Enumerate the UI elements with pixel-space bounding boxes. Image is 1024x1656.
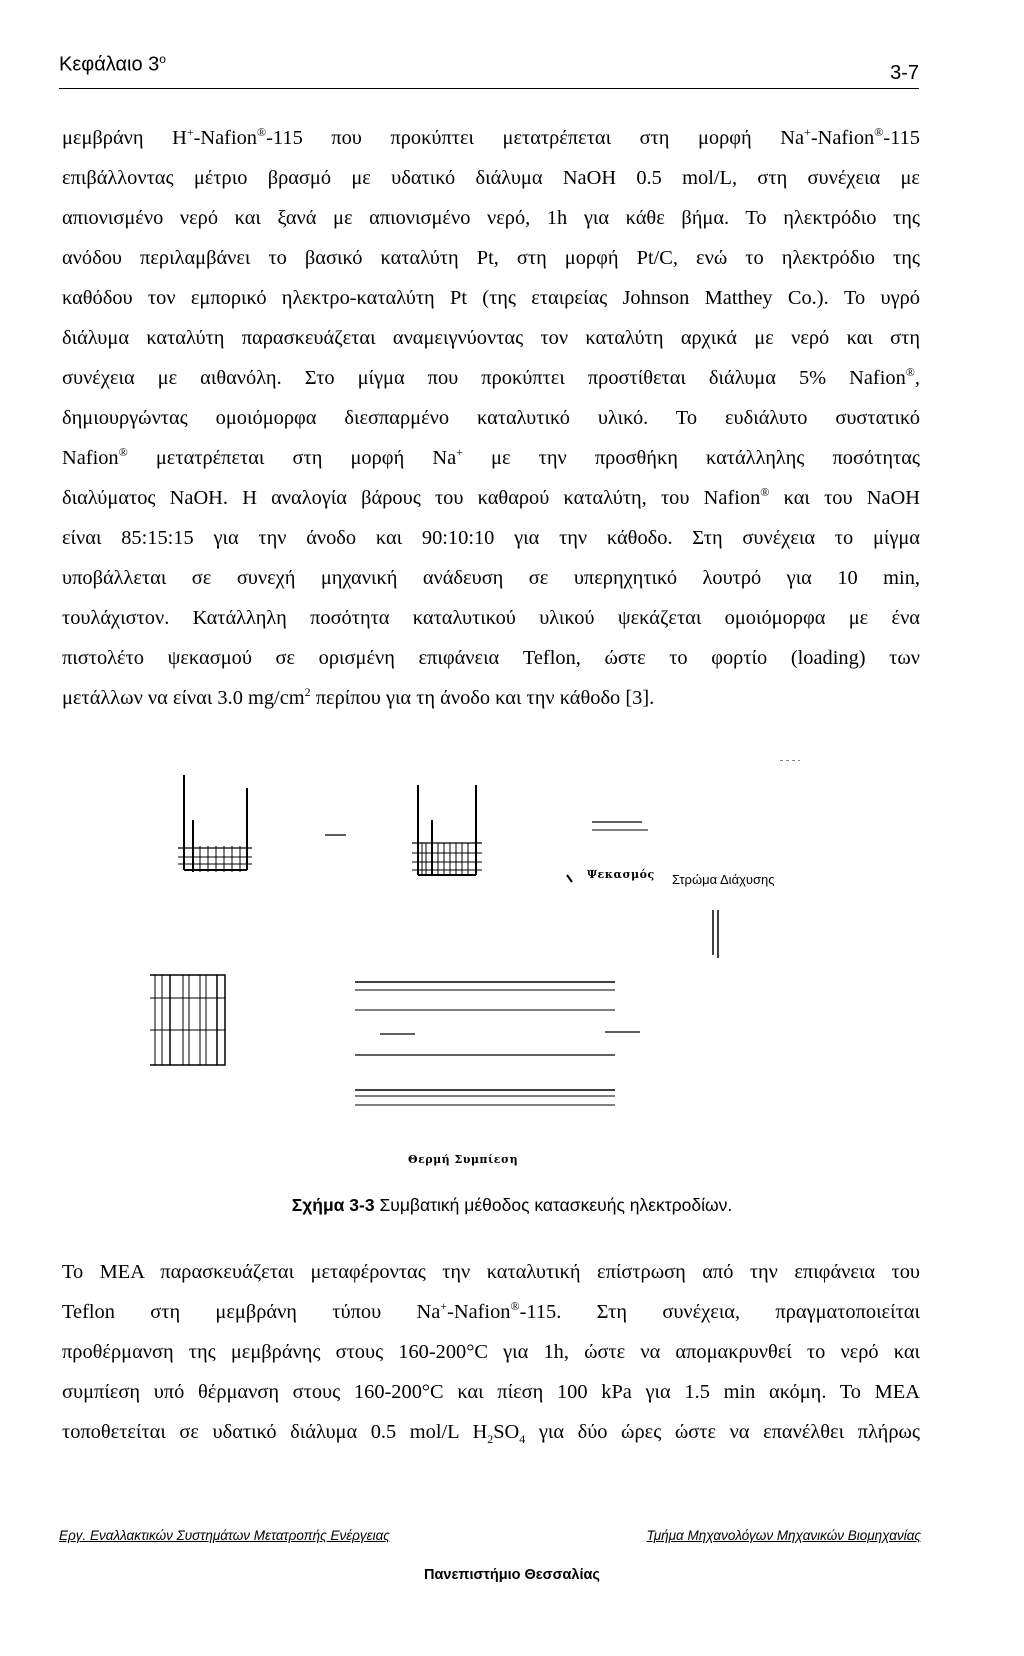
footer-university: Πανεπιστήμιο Θεσσαλίας bbox=[424, 1567, 600, 1583]
text-line: απιονισμένο νερό και ξανά με απιονισμένο νερό, 1h για κάθε βήμα. Το ηλεκτρόδιο της bbox=[62, 207, 920, 229]
paragraph-preparation bbox=[62, 118, 920, 718]
page-footer bbox=[59, 1528, 921, 1556]
text-line: πιστολέτο ψεκασμού σε ορισμένη επιφάνεια Teflon, ώστε το φορτίο (loading) των bbox=[62, 647, 920, 669]
page-number: 3-7 bbox=[890, 62, 919, 84]
text-line: διαλύματος NaOH. Η αναλογία βάρους του καθαρού καταλύτη, του Nafion® και του NaOH bbox=[62, 485, 921, 509]
electrode-fabrication-figure bbox=[150, 760, 870, 1180]
text-line: διάλυμα καταλύτη παρασκευάζεται αναμειγνύοντας τον καταλύτη αρχικά με νερό και στη bbox=[62, 327, 920, 349]
text-line: προθέρμανση της μεμβράνης στους 160-200°C για 1h, ώστε να απομακρυνθεί το νερό και bbox=[62, 1341, 920, 1363]
text-line: τουλάχιστον. Κατάλληλη ποσότητα καταλυτικού υλικού ψεκάζεται ομοιόμορφα με ένα bbox=[62, 607, 920, 629]
electrode-stack bbox=[150, 975, 225, 1065]
text-line: μεμβράνη Η+-Nafion®-115 που προκύπτει μετατρέπεται στη μορφή Na+-Nafion®-115 bbox=[62, 125, 920, 149]
text-line: καθόδου τον εμπορικό ηλεκτρο-καταλύτη Pt (της εταιρείας Johnson Matthey Co.). Το υγρό bbox=[62, 287, 920, 309]
chapter-title: Κεφάλαιο $3^o$ bbox=[59, 52, 166, 76]
hot-press-layers bbox=[355, 982, 640, 1105]
text-line: μετάλλων να είναι 3.0 $mg/cm^2$ περίπου για τη άνοδο και την κάθοδο [3]. bbox=[62, 685, 655, 709]
text-line: ανόδου περιλαμβάνει το βασικό καταλύτη Pt, στη μορφή Pt/C, ενώ το ηλεκτρόδιο της bbox=[62, 247, 920, 269]
text-line: συμπίεση υπό θέρμανση στους 160-200°C και πίεση 100 kPa για 1.5 min ακόμη. Το ΜΕΑ bbox=[62, 1381, 920, 1403]
text-line: Το ΜΕΑ παρασκευάζεται μεταφέροντας την καταλυτική επίστρωση από την επιφάνεια του bbox=[62, 1261, 920, 1283]
paragraph-mea bbox=[62, 1252, 920, 1452]
text-line: Teflon στη μεμβράνη τύπου Na+-Nafion®-115. Στη συνέχεια, πραγματοποιείται bbox=[62, 1299, 920, 1323]
beaker-middle bbox=[412, 785, 482, 875]
footer-department: Τμήμα Μηχανολόγων Μηχανικών Βιομηχανίας bbox=[646, 1528, 921, 1543]
figure-drawing bbox=[150, 760, 870, 1180]
footer-lab: Εργ. Εναλλακτικών Συστημάτων Μετατροπής Ενέργειας bbox=[59, 1528, 390, 1543]
text-line: συνέχεια με αιθανόλη. Στο μίγμα που προκύπτει προστίθεται διάλυμα 5% Nafion®, bbox=[62, 365, 920, 389]
text-line: Nafion® μετατρέπεται στη μορφή Na+ με την προσθήκη κατάλληλης ποσότητας bbox=[62, 445, 920, 469]
text-line: είναι 85:15:15 για την άνοδο και 90:10:10 για την κάθοδο. Στη συνέχεια το μίγμα bbox=[62, 527, 920, 549]
hot-press-label: Θερμή Συμπίεση bbox=[408, 1153, 519, 1166]
text-line: τοποθετείται σε υδατικό διάλυμα 0.5 mol/L $H_2SO_4$ για δύο ώρες ώστε να επανέλθει πλήρως bbox=[62, 1421, 920, 1447]
figure-caption: Σχήμα 3-3 Συμβατική μέθοδος κατασκευής ηλεκτροδίων. bbox=[291, 1195, 733, 1215]
diffusion-layer-label: Στρώμα Διάχυσης bbox=[672, 872, 775, 887]
beaker-left bbox=[178, 775, 252, 872]
text-line: επιβάλλοντας μέτριο βρασμό με υδατικό διάλυμα NaOH 0.5 mol/L, στη συνέχεια με bbox=[62, 167, 920, 189]
spray-label: Ψεκασμός bbox=[587, 868, 655, 881]
page-header bbox=[59, 52, 919, 89]
text-line: δημιουργώντας ομοιόμορφα διεσπαρμένο καταλυτικό υλικό. Το ευδιάλυτο συστατικό bbox=[62, 407, 920, 429]
text-line: υποβάλλεται σε συνεχή μηχανική ανάδευση σε υπερηχητικό λουτρό για 10 min, bbox=[62, 567, 920, 589]
